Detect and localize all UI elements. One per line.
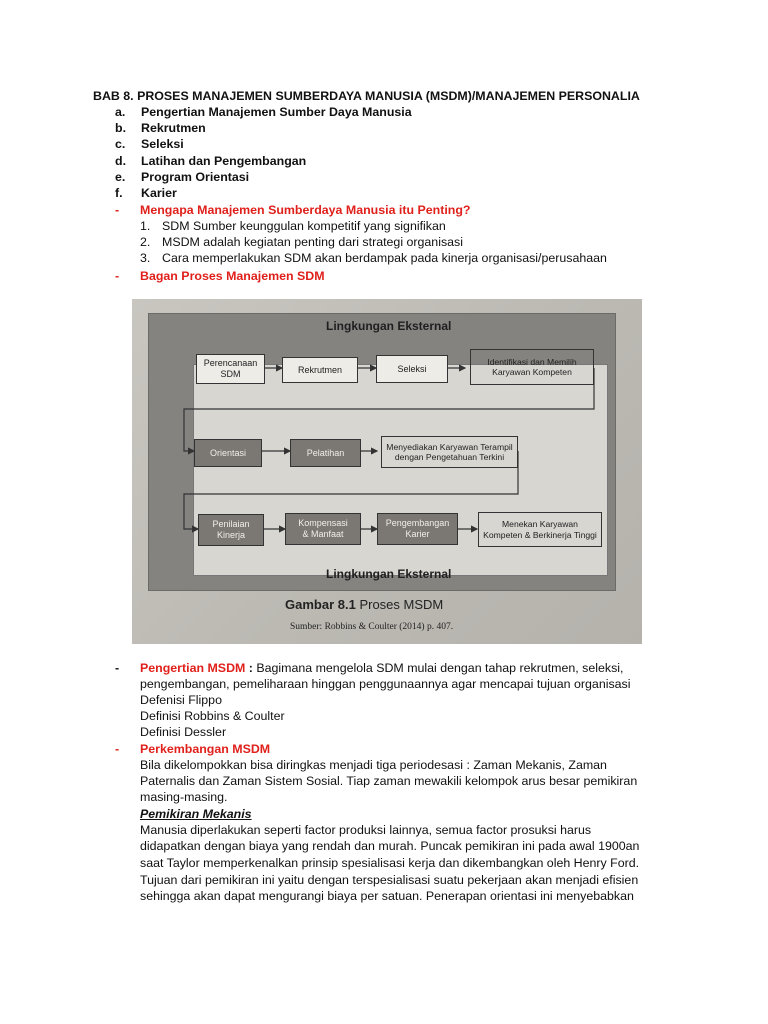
section-heading-why: Mengapa Manajemen Sumberdaya Manusia itu Penting? (140, 203, 471, 217)
list-item: e. Program Orientasi (115, 170, 250, 184)
figure-source: Sumber: Robbins & Coulter (2014) p. 407. (290, 622, 454, 632)
env-label-bottom: Lingkungan Eksternal (326, 567, 452, 581)
numbered-item: 3. Cara memperlakukan SDM akan berdampak pada kinerja organisasi/perusahaan (140, 251, 607, 265)
step-orientasi: Orientasi (194, 439, 262, 467)
section-heading-bagan: Bagan Proses Manajemen SDM (140, 269, 325, 283)
step-rekrutmen: Rekrutmen (282, 357, 358, 383)
book-page (132, 299, 642, 644)
subheading-mekanis: Pemikiran Mekanis (140, 807, 252, 821)
figure-caption: Gambar 8.1 Proses MSDM (285, 597, 444, 612)
definition-item: Definisi Robbins & Coulter (140, 709, 285, 723)
bullet-dash: - (115, 661, 120, 675)
step-pengembangan-karier: Pengembangan Karier (377, 513, 458, 545)
paragraph-line: Paternalis dan Zaman Sistem Sosial. Tiap zaman mewakili kelompok arus besar pemikiran (140, 774, 638, 788)
step-perencanaan-sdm: Perencanaan SDM (196, 354, 265, 384)
pengertian-line: Pengertian MSDM : Bagimana mengelola SDM mulai dengan tahap rekrutmen, seleksi, (140, 661, 624, 675)
chapter-title: BAB 8. PROSES MANAJEMEN SUMBERDAYA MANUSIA (MSDM)/MANAJEMEN PERSONALIA (93, 89, 640, 103)
numbered-item: 2. MSDM adalah kegiatan penting dari strategi organisasi (140, 235, 463, 249)
list-item: c. Seleksi (115, 137, 184, 151)
paragraph-line: saat Taylor memperkenalkan prinsip spesialisasi kerja dan dikembangkan oleh Henry Ford. (140, 856, 640, 870)
step-penilaian-kinerja: Penilaian Kinerja (198, 514, 264, 546)
bullet-dash: - (115, 203, 120, 217)
definition-item: Definisi Dessler (140, 725, 227, 739)
section-heading-perkembangan: Perkembangan MSDM (140, 742, 271, 756)
step-seleksi: Seleksi (376, 355, 448, 383)
step-kompensasi: Kompensasi & Manfaat (285, 513, 361, 545)
numbered-item: 1. SDM Sumber keunggulan kompetitif yang signifikan (140, 219, 446, 233)
paragraph-line: masing-masing. (140, 790, 228, 804)
step-pelatihan: Pelatihan (290, 439, 361, 467)
outcome-identifikasi: Identifikasi dan Memilih Karyawan Kompeten (470, 349, 594, 385)
paragraph-line: Bila dikelompokkan bisa diringkas menjadi tiga periodesasi : Zaman Mekanis, Zaman (140, 758, 607, 772)
list-item: b. Rekrutmen (115, 121, 206, 135)
list-item: d. Latihan dan Pengembangan (115, 154, 307, 168)
bullet-dash: - (115, 269, 120, 283)
bullet-dash: - (115, 742, 120, 756)
definition-item: Defenisi Flippo (140, 693, 222, 707)
paragraph-line: sehingga akan dapat mengurangi biaya per satuan. Penerapan orientasi ini menyebabkan (140, 889, 634, 903)
paragraph-line: pengembangan, pemeliharaan hinggan penggunaannya agar mencapai tujuan organisasi (140, 677, 631, 691)
list-item: a. Pengertian Manajemen Sumber Daya Manusia (115, 105, 412, 119)
paragraph-line: Tujuan dari pemikiran ini yaitu dengan terspesialisasi suatu pekerjaan akan menjadi efisien (140, 873, 639, 887)
section-heading-pengertian: Pengertian MSDM (140, 661, 246, 675)
outcome-kompeten: Menekan Karyawan Kompeten & Berkinerja Tinggi (478, 512, 602, 547)
env-label-top: Lingkungan Eksternal (326, 319, 452, 333)
outcome-terampil: Menyediakan Karyawan Terampil dengan Pengetahuan Terkini (381, 436, 518, 468)
list-item: f. Karier (115, 186, 177, 200)
paragraph-line: Manusia diperlakukan seperti factor produksi lainnya, semua factor prosuksi harus (140, 823, 592, 837)
process-figure (132, 299, 642, 644)
paragraph-line: didapatkan dengan biaya yang rendah dan murah. Puncak pemikiran ini pada awal 1900an (140, 839, 640, 853)
